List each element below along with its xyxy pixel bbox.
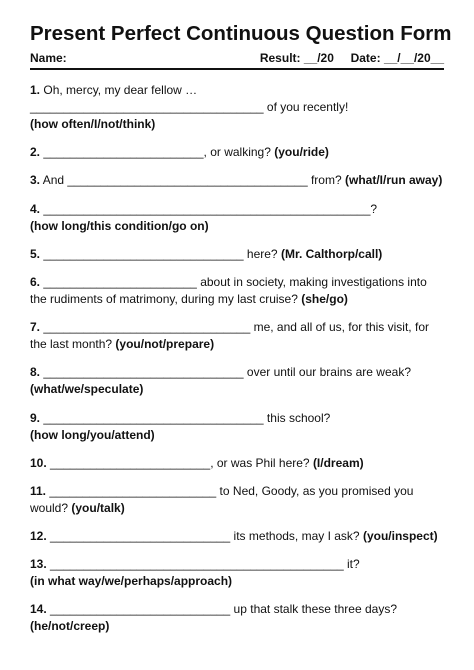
question-list — [30, 82, 444, 635]
question-text: ______________________________ over until our brains are weak? — [43, 365, 411, 380]
question-number: 2. — [30, 145, 41, 160]
question-number: 12. — [30, 529, 47, 544]
question-number: 13. — [30, 557, 47, 572]
question-text: _________________________________________________? — [43, 201, 378, 216]
question-12 — [30, 528, 444, 545]
question-text: ________________________, or walking? — [43, 145, 271, 160]
header-row — [30, 51, 444, 70]
question-3 — [30, 172, 444, 189]
question-number: 1. — [30, 83, 41, 97]
verb-hint: (how long/you/attend) — [30, 427, 155, 442]
verb-hint: (she/go) — [301, 291, 348, 306]
question-text: And ____________________________________ from? — [42, 173, 342, 188]
name-label: Name: — [30, 51, 67, 65]
result-date-group — [260, 51, 444, 65]
verb-hint: (Mr. Calthorp/call) — [280, 246, 383, 261]
question-number: 6. — [30, 274, 41, 289]
question-13 — [30, 556, 444, 590]
worksheet-title: Present Perfect Continuous Question Form — [30, 22, 452, 45]
question-10 — [30, 455, 444, 472]
question-8 — [30, 364, 444, 398]
question-text: _________________________ to Ned, Goody, as you promised you would? — [30, 483, 414, 515]
question-number: 3. — [30, 173, 41, 188]
question-number: 4. — [30, 201, 41, 216]
verb-hint: (how long/this condition/go on) — [30, 218, 209, 233]
question-text: Oh, mercy, my dear fellow … — [43, 83, 198, 97]
question-number: 5. — [30, 246, 41, 261]
date-value: __/__/20__ — [383, 51, 444, 65]
verb-hint: (you/inspect) — [362, 529, 438, 544]
question-text: ________________________, or was Phil here? — [50, 455, 310, 470]
question-9 — [30, 410, 444, 444]
question-number: 11. — [30, 483, 47, 498]
question-4 — [30, 201, 444, 235]
verb-hint: (he/not/creep) — [30, 619, 110, 634]
verb-hint: (you/ride) — [274, 145, 329, 160]
verb-hint: (in what way/we/perhaps/approach) — [30, 574, 233, 589]
question-text-line2: ___________________________________ of you recently! — [30, 100, 349, 114]
question-text: ___________________________ up that stalk these three days? — [50, 602, 397, 617]
question-7 — [30, 319, 444, 353]
question-5 — [30, 246, 444, 263]
verb-hint: (I/dream) — [312, 455, 364, 470]
question-number: 7. — [30, 320, 41, 335]
question-text: ___________________________ its methods, may I ask? — [50, 529, 360, 544]
question-number: 14. — [30, 602, 47, 617]
question-number: 9. — [30, 410, 41, 425]
question-number: 8. — [30, 365, 41, 380]
question-14 — [30, 601, 444, 635]
result-label: Result: — [259, 51, 301, 65]
verb-hint: (how often/I/not/think) — [30, 117, 156, 131]
question-6 — [30, 274, 444, 308]
question-text: _________________________________ this school? — [43, 410, 331, 425]
question-number: 10. — [30, 455, 47, 470]
question-1 — [30, 82, 444, 133]
question-text: _______________________________ me, and all of us, for this visit, for the last month? — [30, 320, 429, 352]
verb-hint: (you/not/prepare) — [115, 337, 215, 352]
verb-hint: (what/I/run away) — [344, 173, 443, 188]
question-2 — [30, 144, 444, 161]
result-value: __/20 — [303, 51, 334, 65]
question-text: ____________________________________________ it? — [50, 557, 360, 572]
question-text: ______________________________ here? — [43, 246, 278, 261]
date-label: Date: — [350, 51, 381, 65]
question-text: _______________________ about in society, making investigations into the rudiments of matrimony, during my last cruise? — [30, 274, 427, 306]
verb-hint: (you/talk) — [71, 500, 125, 515]
question-11 — [30, 483, 444, 517]
verb-hint: (what/we/speculate) — [30, 382, 144, 397]
